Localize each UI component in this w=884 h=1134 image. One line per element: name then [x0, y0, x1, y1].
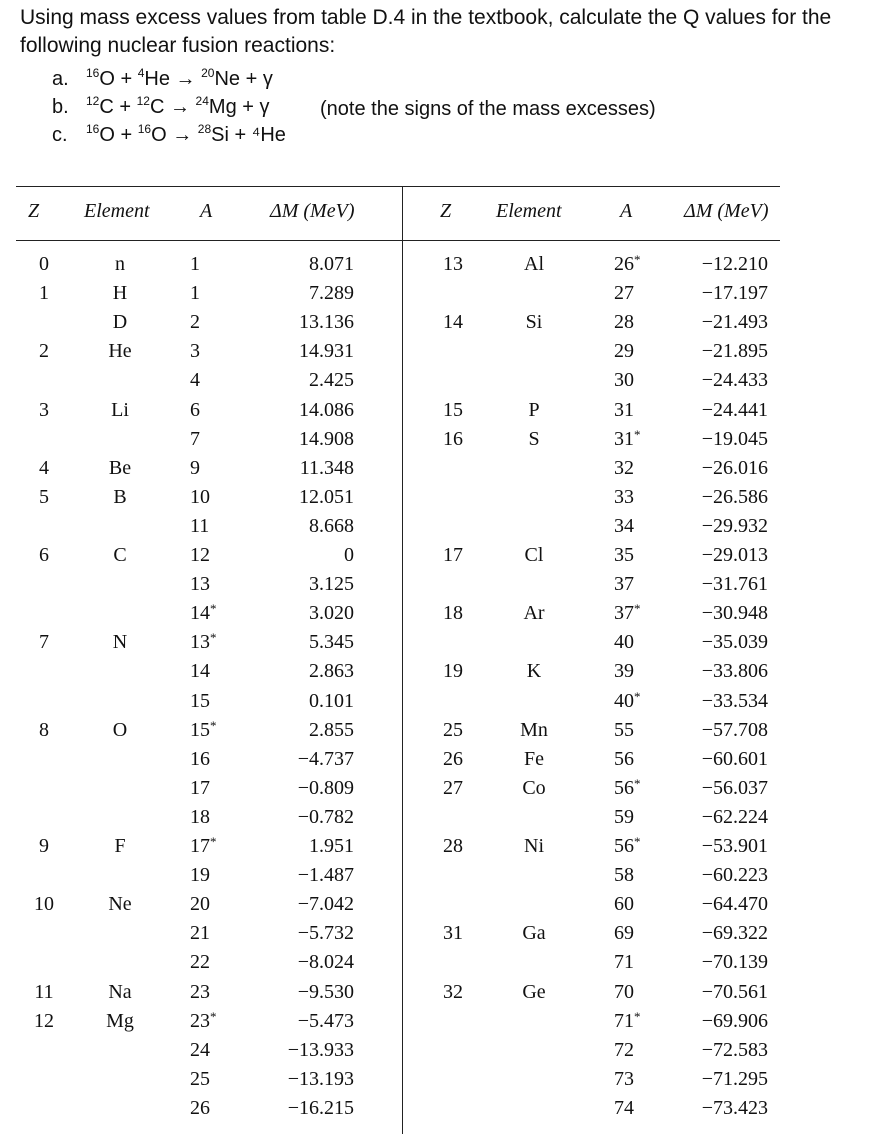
product-2: ⁴He: [251, 124, 286, 146]
header-dm-left: ΔM (MeV): [270, 200, 355, 222]
cell-left-mass-number: 23: [190, 980, 210, 1003]
cell-right-mass-number: 34: [614, 514, 634, 537]
cell-left-mass-excess: 5.345: [309, 631, 354, 654]
cell-right-mass-excess: −57.708: [701, 718, 768, 741]
cell-right-element: Al: [524, 253, 544, 275]
cell-left-mass-number: 24: [190, 1038, 210, 1061]
cell-left-z: [24, 308, 64, 337]
cell-left-element: B: [113, 485, 127, 508]
cell-left-element: [82, 1036, 158, 1065]
cell-left-element: [82, 948, 158, 977]
mass-excess-table: [0, 186, 884, 1134]
table-top-rule: [16, 186, 780, 187]
reactant-2: $^4$He: [137, 66, 170, 90]
cell-right-z: 17: [443, 544, 463, 566]
cell-left-mass-excess: 0: [344, 544, 354, 566]
cell-left-element: [82, 599, 158, 628]
cell-right-mass-excess: −21.493: [701, 311, 768, 334]
cell-left-mass-number: 14*: [190, 601, 217, 625]
cell-right-mass-excess: −24.433: [701, 369, 768, 392]
header-a-right: A: [620, 200, 633, 222]
cell-right-element: [498, 454, 570, 483]
cell-right-element: [498, 483, 570, 512]
cell-left-element: F: [114, 835, 126, 857]
reaction-c: c. $^{16}$O + $^{16}$O → $^{28}$Si + ⁴He: [52, 122, 286, 146]
cell-left-mass-number: 1: [190, 253, 200, 275]
cell-right-z: [428, 628, 478, 657]
cell-left-mass-excess: −5.473: [297, 1009, 354, 1032]
reactant-1: $^{12}$C: [86, 94, 114, 118]
cell-left-mass-excess: 8.071: [309, 253, 354, 275]
cell-right-mass-excess: −56.037: [701, 776, 768, 799]
cell-right-mass-excess: −69.906: [701, 1009, 768, 1032]
cell-right-mass-excess: −29.013: [701, 544, 768, 566]
cell-right-mass-excess: −33.806: [701, 660, 768, 683]
cell-left-z: [24, 599, 64, 628]
cell-right-mass-excess: −64.470: [701, 893, 768, 916]
cell-right-element: [498, 512, 570, 541]
cell-left-mass-excess: 12.051: [299, 485, 354, 508]
cell-right-mass-number: 26*: [614, 252, 641, 275]
cell-left-z: [24, 512, 64, 541]
product-1: $^{28}$Si: [197, 122, 229, 146]
cell-right-element: [498, 1094, 570, 1123]
cell-right-mass-excess: −30.948: [701, 602, 768, 625]
cell-right-z: 32: [443, 980, 463, 1003]
cell-left-mass-number: 22: [190, 951, 210, 974]
cell-right-mass-number: 71*: [614, 1008, 641, 1032]
cell-right-z: [428, 687, 478, 716]
cell-left-mass-number: 4: [190, 369, 200, 392]
cell-left-mass-number: 17*: [190, 834, 217, 857]
cell-right-mass-number: 35: [614, 544, 634, 566]
cell-right-element: [498, 279, 570, 308]
cell-right-mass-excess: −29.932: [701, 514, 768, 537]
cell-left-z: [24, 803, 64, 832]
cell-right-mass-excess: −53.901: [701, 835, 768, 857]
cell-left-z: [24, 570, 64, 599]
cell-right-mass-number: 74: [614, 1096, 634, 1119]
cell-left-mass-excess: 1.951: [309, 835, 354, 857]
cell-left-mass-excess: −1.487: [297, 864, 354, 887]
header-z-left: Z: [28, 200, 40, 222]
cell-right-z: [428, 1036, 478, 1065]
cell-right-mass-excess: −12.210: [701, 253, 768, 275]
cell-left-mass-excess: −9.530: [297, 980, 354, 1003]
cell-left-element: [82, 919, 158, 948]
cell-right-mass-number: 27: [614, 282, 634, 305]
cell-left-element: Be: [108, 456, 132, 479]
cell-right-z: 27: [443, 776, 463, 799]
cell-right-z: 14: [443, 311, 463, 334]
cell-right-mass-number: 55: [614, 718, 634, 741]
cell-right-mass-excess: −71.295: [701, 1067, 768, 1090]
cell-left-mass-number: 25: [190, 1067, 210, 1090]
cell-left-mass-number: 14: [190, 660, 210, 683]
cell-right-element: P: [528, 398, 540, 421]
cell-right-mass-excess: −17.197: [701, 282, 768, 305]
cell-left-element: [82, 425, 158, 454]
cell-left-mass-number: 1: [190, 282, 200, 305]
product-2: γ: [259, 96, 270, 118]
cell-left-mass-excess: 11.348: [299, 456, 354, 479]
cell-left-mass-number: 3: [190, 340, 200, 363]
cell-right-z: [428, 1007, 478, 1036]
cell-left-z: 12: [34, 1009, 54, 1032]
reaction-label: c.: [52, 124, 68, 146]
cell-left-z: [24, 687, 64, 716]
cell-left-z: 3: [39, 398, 49, 421]
header-z-right: Z: [440, 200, 452, 222]
cell-left-mass-number: 16: [190, 747, 210, 770]
cell-left-element: Ne: [108, 893, 132, 916]
cell-left-z: [24, 948, 64, 977]
cell-right-mass-number: 33: [614, 485, 634, 508]
cell-left-mass-number: 21: [190, 922, 210, 945]
cell-right-element: Fe: [524, 747, 544, 770]
cell-right-z: [428, 337, 478, 366]
table-center-divider: [402, 186, 403, 1134]
cell-left-mass-number: 2: [190, 311, 200, 334]
cell-right-mass-number: 40*: [614, 688, 641, 712]
cell-right-element: K: [526, 660, 542, 683]
product-1: $^{24}$Mg: [195, 94, 237, 118]
cell-left-mass-number: 11: [190, 514, 210, 537]
cell-left-element: [82, 687, 158, 716]
cell-right-element: [498, 1036, 570, 1065]
cell-left-mass-excess: −8.024: [297, 951, 354, 974]
cell-right-element: Si: [525, 311, 543, 334]
cell-right-element: Mn: [520, 718, 548, 741]
product-1: $^{20}$Ne: [201, 66, 241, 90]
cell-left-mass-excess: −0.782: [297, 805, 354, 828]
cell-left-z: [24, 425, 64, 454]
cell-right-mass-excess: −73.423: [701, 1096, 768, 1119]
cell-left-z: 9: [39, 835, 49, 857]
cell-left-mass-excess: 7.289: [309, 282, 354, 305]
cell-left-z: 10: [34, 893, 54, 916]
cell-right-z: [428, 890, 478, 919]
cell-left-mass-number: 7: [190, 427, 200, 450]
cell-right-mass-number: 29: [614, 340, 634, 363]
cell-left-z: [24, 861, 64, 890]
cell-right-z: [428, 948, 478, 977]
cell-left-element: [82, 366, 158, 395]
cell-right-z: [428, 803, 478, 832]
header-element-left: Element: [84, 200, 150, 222]
cell-right-z: 13: [443, 253, 463, 275]
product-2: γ: [262, 68, 273, 90]
cell-left-z: 8: [39, 718, 49, 741]
cell-left-z: [24, 1094, 64, 1123]
cell-right-mass-number: 37: [614, 573, 634, 596]
cell-right-element: S: [528, 427, 540, 450]
cell-right-element: [498, 890, 570, 919]
cell-right-z: 25: [443, 718, 463, 741]
reactant-2: $^{12}$C: [136, 94, 165, 118]
cell-left-z: [24, 1065, 64, 1094]
cell-right-element: [498, 1007, 570, 1036]
cell-right-mass-number: 39: [614, 660, 634, 683]
reaction-a: a. $^{16}$O + $^4$He → $^{20}$Ne + γ: [52, 66, 273, 90]
cell-right-z: [428, 1094, 478, 1123]
cell-right-element: Ge: [522, 980, 546, 1003]
cell-right-element: [498, 948, 570, 977]
cell-right-element: [498, 337, 570, 366]
cell-right-mass-number: 30: [614, 369, 634, 392]
cell-left-mass-number: 18: [190, 805, 210, 828]
cell-right-z: 16: [443, 427, 463, 450]
cell-left-mass-excess: 8.668: [309, 514, 354, 537]
cell-left-element: [82, 512, 158, 541]
cell-right-mass-number: 56*: [614, 775, 641, 799]
cell-right-element: Ga: [522, 922, 546, 945]
cell-right-mass-number: 56: [614, 747, 634, 770]
cell-left-z: 6: [39, 544, 49, 566]
cell-left-mass-number: 12: [190, 544, 210, 566]
reactant-2: $^{16}$O: [137, 122, 167, 146]
cell-left-element: Na: [108, 980, 132, 1003]
cell-right-mass-number: 69: [614, 922, 634, 945]
cell-right-z: [428, 861, 478, 890]
cell-left-element: [82, 657, 158, 686]
cell-left-element: N: [112, 631, 128, 654]
cell-right-mass-number: 73: [614, 1067, 634, 1090]
cell-left-mass-excess: −13.933: [287, 1038, 354, 1061]
cell-right-mass-number: 70: [614, 980, 634, 1003]
cell-right-mass-number: 71: [614, 951, 634, 974]
cell-right-element: [498, 366, 570, 395]
cell-right-element: Cl: [524, 544, 544, 566]
cell-right-element: Ar: [523, 602, 545, 625]
cell-right-z: 15: [443, 398, 463, 421]
cell-right-element: [498, 1065, 570, 1094]
cell-right-mass-excess: −72.583: [701, 1038, 768, 1061]
cell-left-mass-excess: −4.737: [297, 747, 354, 770]
cell-left-mass-excess: −13.193: [287, 1067, 354, 1090]
cell-right-element: Co: [522, 776, 546, 799]
cell-right-z: [428, 454, 478, 483]
cell-left-mass-number: 15*: [190, 717, 217, 741]
reaction-label: a.: [52, 68, 69, 90]
cell-right-z: [428, 279, 478, 308]
cell-left-z: [24, 745, 64, 774]
cell-right-mass-excess: −60.601: [701, 747, 768, 770]
sign-note: (note the signs of the mass excesses): [320, 98, 656, 120]
cell-right-mass-number: 72: [614, 1038, 634, 1061]
cell-right-mass-number: 28: [614, 311, 634, 334]
cell-right-mass-excess: −60.223: [701, 864, 768, 887]
cell-right-z: 28: [443, 835, 463, 857]
cell-left-element: [82, 745, 158, 774]
cell-right-mass-number: 59: [614, 805, 634, 828]
cell-left-mass-number: 13*: [190, 630, 217, 654]
cell-right-mass-number: 31: [614, 398, 634, 421]
cell-right-mass-excess: −62.224: [701, 805, 768, 828]
cell-left-element: [82, 803, 158, 832]
reactant-1: $^{16}$O: [86, 66, 115, 90]
cell-left-mass-excess: −16.215: [287, 1096, 354, 1119]
cell-right-mass-number: 40: [614, 631, 634, 654]
cell-left-mass-number: 20: [190, 893, 210, 916]
cell-right-mass-number: 58: [614, 864, 634, 887]
cell-left-element: D: [112, 311, 128, 334]
cell-right-mass-excess: −70.139: [701, 951, 768, 974]
cell-left-mass-number: 10: [190, 485, 210, 508]
reaction-b: b. $^{12}$C + $^{12}$C → $^{24}$Mg + γ: [52, 94, 270, 118]
cell-left-mass-number: 26: [190, 1096, 210, 1119]
cell-right-mass-excess: −24.441: [701, 398, 768, 421]
cell-right-z: [428, 1065, 478, 1094]
cell-right-mass-excess: −26.586: [701, 485, 768, 508]
cell-left-element: [82, 774, 158, 803]
cell-right-z: [428, 570, 478, 599]
cell-left-z: 2: [39, 340, 49, 363]
cell-left-mass-excess: −5.732: [297, 922, 354, 945]
cell-left-mass-number: 19: [190, 864, 210, 887]
cell-left-mass-excess: 3.020: [309, 602, 354, 625]
cell-right-element: [498, 570, 570, 599]
cell-left-mass-excess: 3.125: [309, 573, 354, 596]
cell-right-z: [428, 483, 478, 512]
cell-right-mass-excess: −19.045: [701, 427, 768, 450]
cell-left-mass-number: 23*: [190, 1008, 217, 1032]
header-element-right: Element: [496, 200, 562, 222]
cell-left-element: [82, 1094, 158, 1123]
cell-right-mass-number: 56*: [614, 834, 641, 857]
cell-left-z: [24, 657, 64, 686]
cell-left-mass-excess: 14.086: [299, 398, 354, 421]
cell-right-mass-number: 37*: [614, 601, 641, 625]
cell-right-mass-number: 32: [614, 456, 634, 479]
cell-right-element: [498, 803, 570, 832]
problem-intro: Using mass excess values from table D.4 in the textbook, calculate the Q values for the following nuclear fusion reactions:: [20, 6, 832, 57]
cell-right-element: [498, 861, 570, 890]
cell-right-mass-excess: −31.761: [701, 573, 768, 596]
cell-left-z: [24, 919, 64, 948]
table-header-rule: [16, 240, 780, 241]
cell-left-element: Li: [111, 398, 129, 421]
cell-right-element: Ni: [524, 835, 544, 857]
cell-left-z: 4: [39, 456, 49, 479]
cell-right-mass-excess: −35.039: [701, 631, 768, 654]
cell-left-element: C: [113, 544, 127, 566]
cell-right-mass-excess: −26.016: [701, 456, 768, 479]
cell-left-element: n: [115, 253, 125, 275]
cell-left-mass-excess: −7.042: [297, 893, 354, 916]
problem-statement: [20, 4, 880, 60]
header-dm-right: ΔM (MeV): [684, 200, 769, 222]
cell-left-z: [24, 1036, 64, 1065]
cell-right-mass-excess: −33.534: [701, 689, 768, 712]
cell-left-mass-number: 15: [190, 689, 210, 712]
cell-left-z: 5: [39, 485, 49, 508]
cell-left-element: [82, 861, 158, 890]
cell-right-z: [428, 366, 478, 395]
cell-left-element: [82, 570, 158, 599]
cell-left-mass-number: 17: [190, 776, 210, 799]
cell-left-element: [82, 1065, 158, 1094]
cell-left-z: 11: [34, 980, 54, 1003]
cell-left-mass-excess: 2.863: [309, 660, 354, 683]
cell-left-z: [24, 774, 64, 803]
cell-right-mass-number: 31*: [614, 426, 641, 450]
cell-left-mass-excess: −0.809: [297, 776, 354, 799]
cell-right-mass-excess: −69.322: [701, 922, 768, 945]
cell-left-mass-number: 6: [190, 398, 200, 421]
cell-right-mass-number: 60: [614, 893, 634, 916]
cell-right-z: [428, 512, 478, 541]
cell-left-element: He: [108, 340, 132, 363]
cell-right-z: 19: [443, 660, 463, 683]
reactant-1: $^{16}$O: [86, 122, 115, 146]
reaction-label: b.: [52, 96, 69, 118]
cell-right-mass-excess: −70.561: [701, 980, 768, 1003]
cell-left-z: [24, 366, 64, 395]
cell-left-mass-number: 13: [190, 573, 210, 596]
cell-right-z: 26: [443, 747, 463, 770]
cell-left-mass-excess: 13.136: [299, 311, 354, 334]
cell-left-z: 1: [39, 282, 49, 305]
header-a-left: A: [200, 200, 213, 222]
cell-right-element: [498, 628, 570, 657]
cell-right-mass-excess: −21.895: [701, 340, 768, 363]
cell-left-element: H: [112, 282, 128, 305]
cell-left-element: O: [112, 718, 128, 741]
cell-left-mass-excess: 14.908: [299, 427, 354, 450]
cell-left-z: 0: [39, 253, 49, 275]
cell-left-mass-excess: 2.855: [309, 718, 354, 741]
cell-left-mass-number: 9: [190, 456, 200, 479]
cell-right-z: 18: [443, 602, 463, 625]
cell-left-mass-excess: 14.931: [299, 340, 354, 363]
cell-left-element: Mg: [106, 1009, 134, 1032]
cell-left-z: 7: [39, 631, 49, 654]
cell-left-mass-excess: 2.425: [309, 369, 354, 392]
cell-right-element: [498, 687, 570, 716]
cell-left-mass-excess: 0.101: [309, 689, 354, 712]
cell-right-z: 31: [443, 922, 463, 945]
